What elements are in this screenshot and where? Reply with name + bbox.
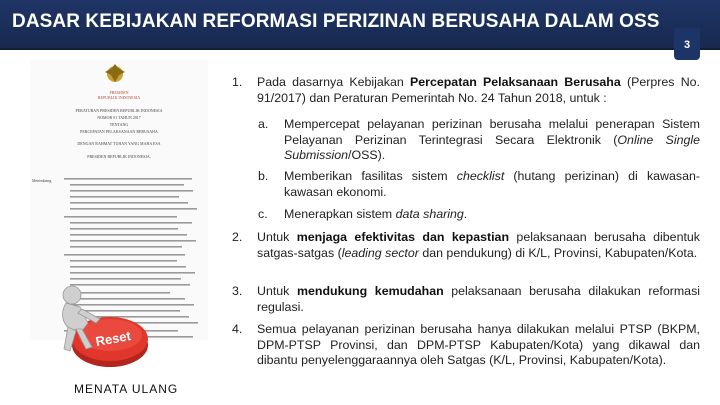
doc-title-6: PRESIDEN REPUBLIK INDONESIA, <box>87 154 151 159</box>
item-3-text: Untuk mendukung kemudahan pelaksanaan berusaha dilakukan reformasi regulasi. <box>257 284 701 314</box>
item-2-number: 2. <box>232 230 243 244</box>
slide-title: DASAR KEBIJAKAN REFORMASI PERIZINAN BERUSAHA DALAM OSS <box>12 11 660 32</box>
doc-heading-1: PRESIDEN <box>109 90 129 95</box>
item-3-number: 3. <box>232 284 243 298</box>
item-4-number: 4. <box>232 322 243 336</box>
item-1-number: 1. <box>232 75 243 89</box>
caption-menata-ulang: MENATA ULANG <box>74 382 179 396</box>
doc-title-2: NOMOR 91 TAHUN 2017 <box>97 115 141 120</box>
doc-margin-label: Menimbang <box>32 178 52 183</box>
item-2-text: Untuk menjaga efektivitas dan kepastian pelaksanaan berusaha dibentuk satgas-satgas (leading sector dan pendukung) di K/L, Provinsi, Kabupaten/Kota. <box>257 230 700 260</box>
doc-heading-2: REPUBLIK INDONESIA <box>97 95 141 100</box>
item-1b-text: Memberikan fasilitas sistem checklist (hutang perizinan) di kawasan-kawasan ekonomi. <box>284 169 700 199</box>
item-1c-letter: c. <box>258 207 268 221</box>
reset-label: Reset <box>94 328 132 350</box>
doc-title-1: PERATURAN PRESIDEN REPUBLIK INDONESIA <box>75 108 163 113</box>
item-1-text: Pada dasarnya Kebijakan Percepatan Pelaksanaan Berusaha (Perpres No. 91/2017) dan Peraturan Pemerintah No. 24 Tahun 2018, untuk : <box>257 75 700 105</box>
page-number-badge: 3 <box>674 28 700 60</box>
doc-title-4: PERCEPATAN PELAKSANAAN BERUSAHA <box>80 129 158 134</box>
item-1a-text: Mempercepat pelayanan perizinan berusaha melalui penerapan Sistem Pelayanan Perizinan Terintegrasi Secara Elektronik (Online Single Submission/OSS). <box>284 117 700 162</box>
doc-title-5: DENGAN RAHMAT TUHAN YANG MAHA ESA <box>77 141 161 146</box>
item-4-text: Semua pelayanan perizinan berusaha hanya dilakukan melalui PTSP (BKPM, DPM-PTSP Provinsi, dan DPM-PTSP Kabupaten/Kota) yang dikawal dan dibantu penyelenggaraannya oleh Satgas (K/L, Provinsi, Kabupaten/Kota). <box>257 322 700 367</box>
item-1c-text: Menerapkan sistem data sharing. <box>284 207 468 221</box>
item-1b-letter: b. <box>258 169 269 183</box>
item-1a-letter: a. <box>258 117 269 131</box>
doc-title-3: TENTANG <box>109 122 129 127</box>
